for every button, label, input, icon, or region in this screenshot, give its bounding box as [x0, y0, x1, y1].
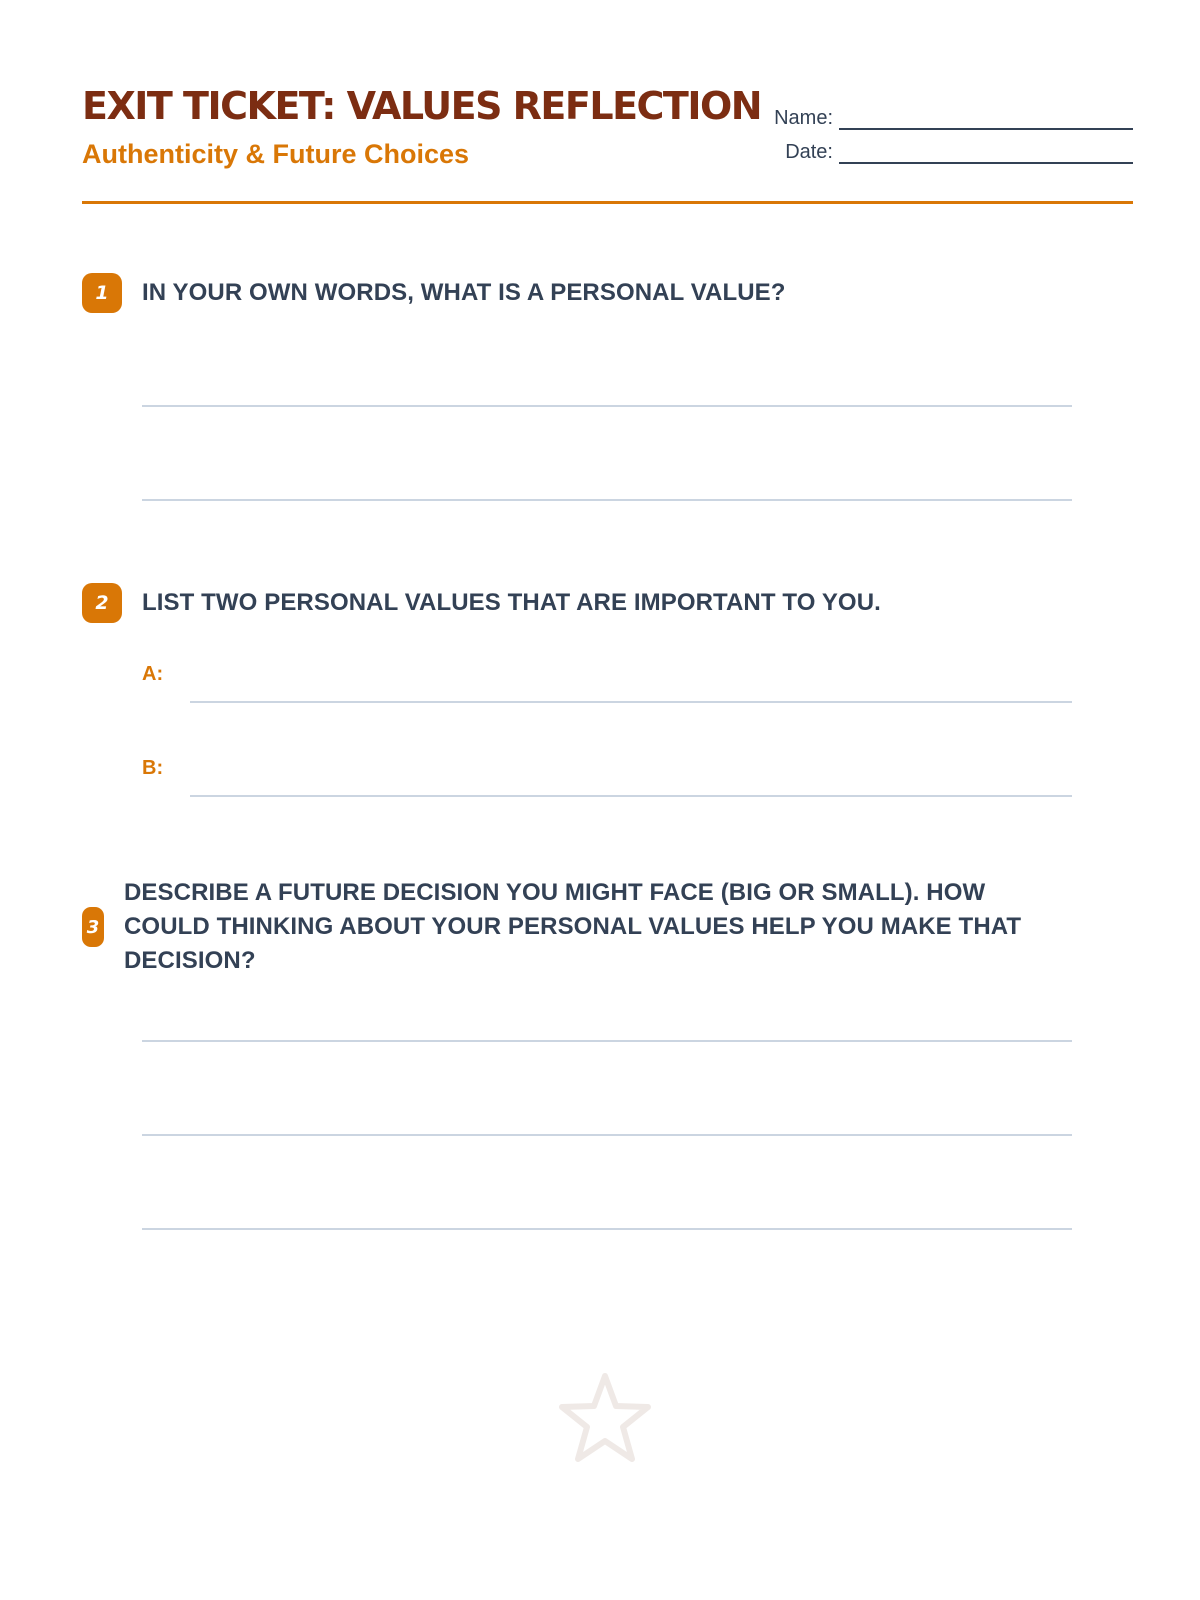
question-1: [82, 273, 1072, 503]
value-b-field[interactable]: [190, 795, 1072, 797]
answer-line[interactable]: [142, 1228, 1072, 1230]
answer-line[interactable]: [142, 1134, 1072, 1136]
question-3: [82, 876, 1072, 1236]
question-2: [82, 583, 1072, 803]
value-b-label: B:: [142, 757, 164, 779]
star-shape: [562, 1376, 648, 1459]
date-label: Date:: [785, 141, 833, 163]
question-2-text: LIST TWO PERSONAL VALUES THAT ARE IMPORTANT TO YOU.: [142, 589, 881, 616]
question-1-text: IN YOUR OWN WORDS, WHAT IS A PERSONAL VALUE?: [142, 279, 786, 306]
value-a-row: [142, 663, 1072, 703]
question-3-text: DESCRIBE A FUTURE DECISION YOU MIGHT FACE (BIG OR SMALL). HOW COULD THINKING ABOUT YOUR PERSONAL VALUES HELP YOU MAKE THAT DECISION?: [124, 879, 1022, 974]
name-field[interactable]: [839, 112, 1133, 130]
name-label: Name:: [774, 107, 833, 129]
page-subtitle: Authenticity & Future Choices: [82, 139, 470, 169]
question-1-header: [82, 273, 1072, 313]
answer-line[interactable]: [142, 1040, 1072, 1042]
question-3-header: [82, 876, 1072, 978]
question-2-header: [82, 583, 1072, 623]
answer-line[interactable]: [142, 405, 1072, 407]
date-field[interactable]: [839, 146, 1133, 164]
student-info: [771, 96, 1133, 164]
question-number-badge: 3: [82, 907, 104, 947]
value-a-field[interactable]: [190, 701, 1072, 703]
name-row: [771, 96, 1133, 130]
answer-line[interactable]: [142, 499, 1072, 501]
page-title: EXIT TICKET: VALUES REFLECTION: [82, 84, 762, 128]
star-outline-icon-svg: [555, 1368, 655, 1468]
question-number-badge: 1: [82, 273, 122, 313]
worksheet-header: [82, 82, 1133, 204]
value-a-label: A:: [142, 663, 164, 685]
date-row: [771, 130, 1133, 164]
value-b-row: [142, 757, 1072, 797]
star-outline-icon: [555, 1368, 655, 1468]
question-number-badge: 2: [82, 583, 122, 623]
